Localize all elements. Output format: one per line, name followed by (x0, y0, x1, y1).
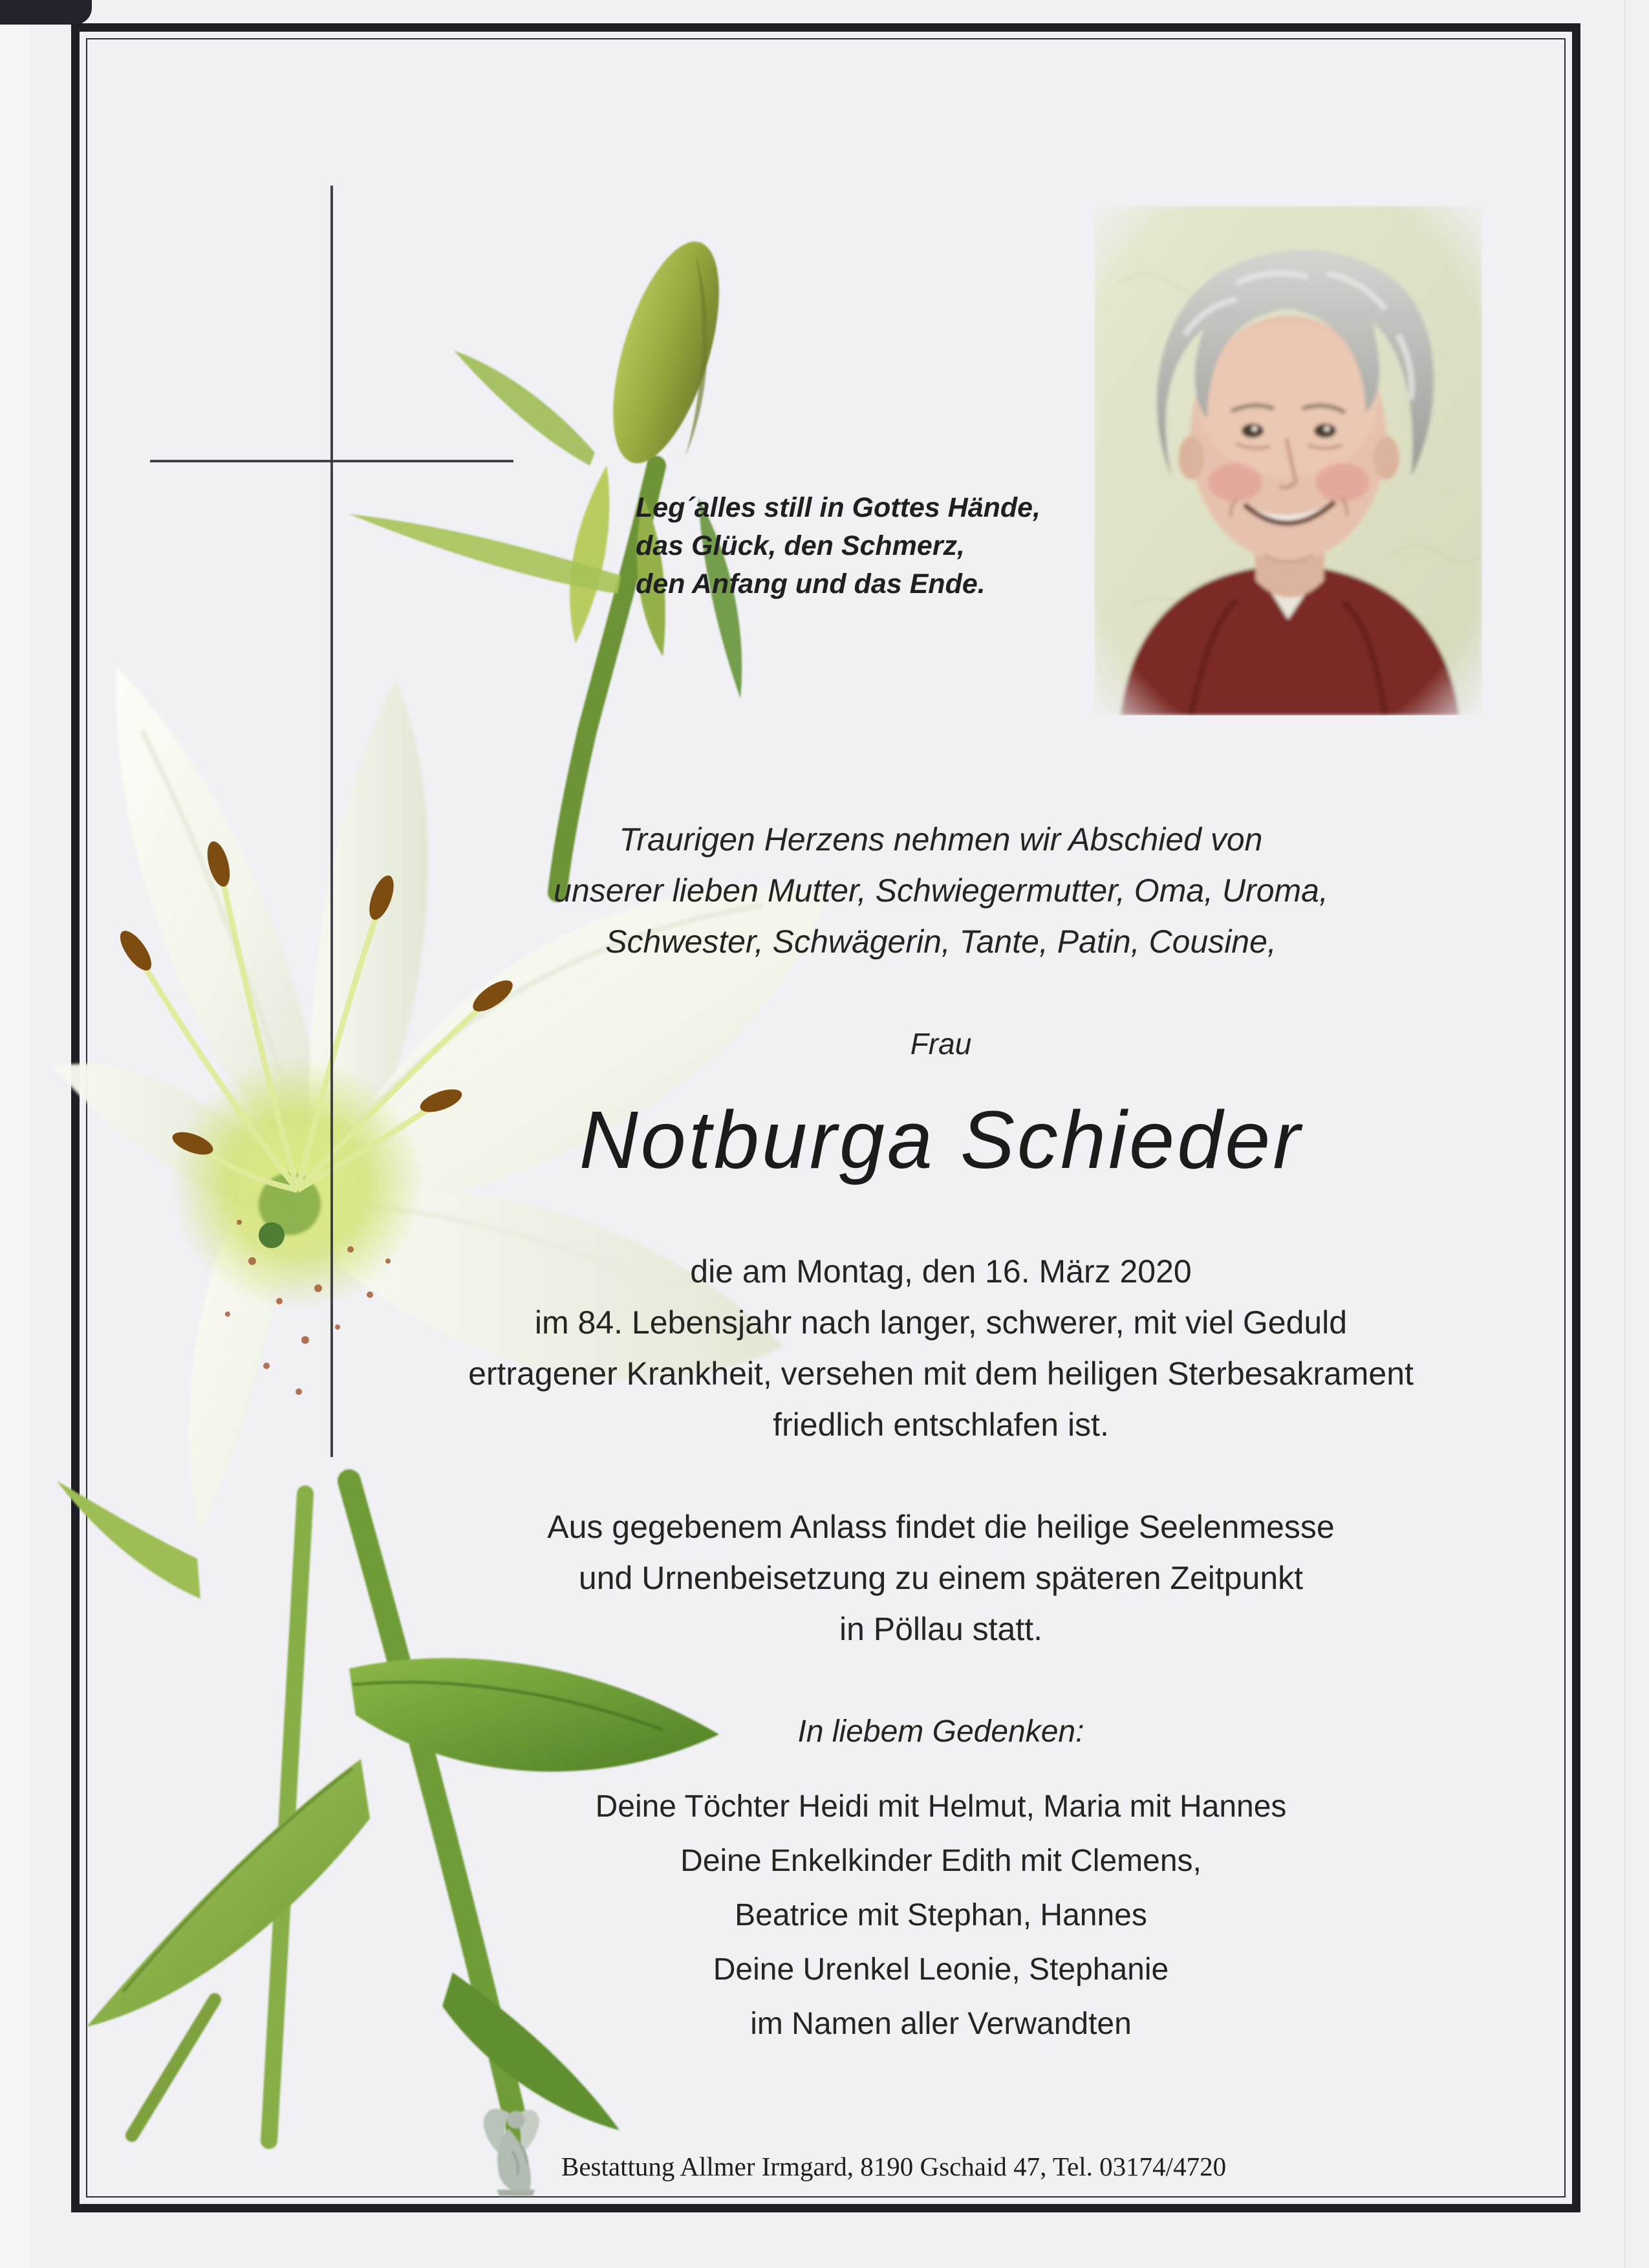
mourners-line: Deine Urenkel Leonie, Stephanie (713, 1952, 1169, 1987)
cross-icon (150, 460, 513, 462)
service-notice-block (453, 1502, 1429, 1655)
funeral-home-info: Bestattung Allmer Irmgard, 8190 Gschaid 47, Tel. 03174/4720 (561, 2152, 1227, 2181)
scan-page-edge-right (1624, 0, 1626, 2268)
verse-line: Leg´alles still in Gottes Hände, (636, 492, 1041, 523)
mourners-block (453, 1780, 1429, 2051)
passing-line: im 84. Lebensjahr nach langer, schwerer, mit viel Geduld (534, 1304, 1348, 1341)
farewell-intro-block (453, 814, 1429, 967)
mourners-line: Deine Enkelkinder Edith mit Clemens, (680, 1844, 1202, 1878)
passing-line: die am Montag, den 16. März 2020 (690, 1253, 1192, 1290)
cross-icon (330, 186, 333, 1457)
verse-line: das Glück, den Schmerz, (636, 530, 965, 561)
scanner-shadow-corner (0, 0, 92, 25)
verse-block (636, 489, 1040, 603)
passing-details-block (453, 1246, 1429, 1451)
service-line: in Pöllau statt. (839, 1611, 1043, 1647)
angel-icon (474, 2101, 550, 2198)
intro-line: unserer lieben Mutter, Schwiegermutter, Oma, Uroma, (554, 872, 1328, 909)
mourners-line: Beatrice mit Stephan, Hannes (735, 1898, 1147, 1932)
mourners-line: Deine Töchter Heidi mit Helmut, Maria mit Hannes (595, 1789, 1287, 1824)
remembrance-heading: In liebem Gedenken: (797, 1714, 1084, 1749)
intro-line: Traurigen Herzens nehmen wir Abschied von (619, 821, 1263, 858)
passing-line: ertragener Krankheit, versehen mit dem heiligen Sterbesakrament (468, 1355, 1414, 1392)
portrait-photo (1094, 206, 1482, 715)
salutation: Frau (910, 1027, 972, 1061)
verse-line: den Anfang und das Ende. (636, 568, 986, 599)
mourners-line: im Namen aller Verwandten (750, 2007, 1132, 2041)
service-line: und Urnenbeisetzung zu einem späteren Zeitpunkt (578, 1560, 1304, 1596)
passing-line: friedlich entschlafen ist. (773, 1407, 1109, 1443)
service-line: Aus gegebenem Anlass findet die heilige Seelenmesse (547, 1509, 1335, 1545)
deceased-name: Notburga Schieder (579, 1094, 1303, 1185)
intro-line: Schwester, Schwägerin, Tante, Patin, Cousine, (605, 923, 1277, 960)
